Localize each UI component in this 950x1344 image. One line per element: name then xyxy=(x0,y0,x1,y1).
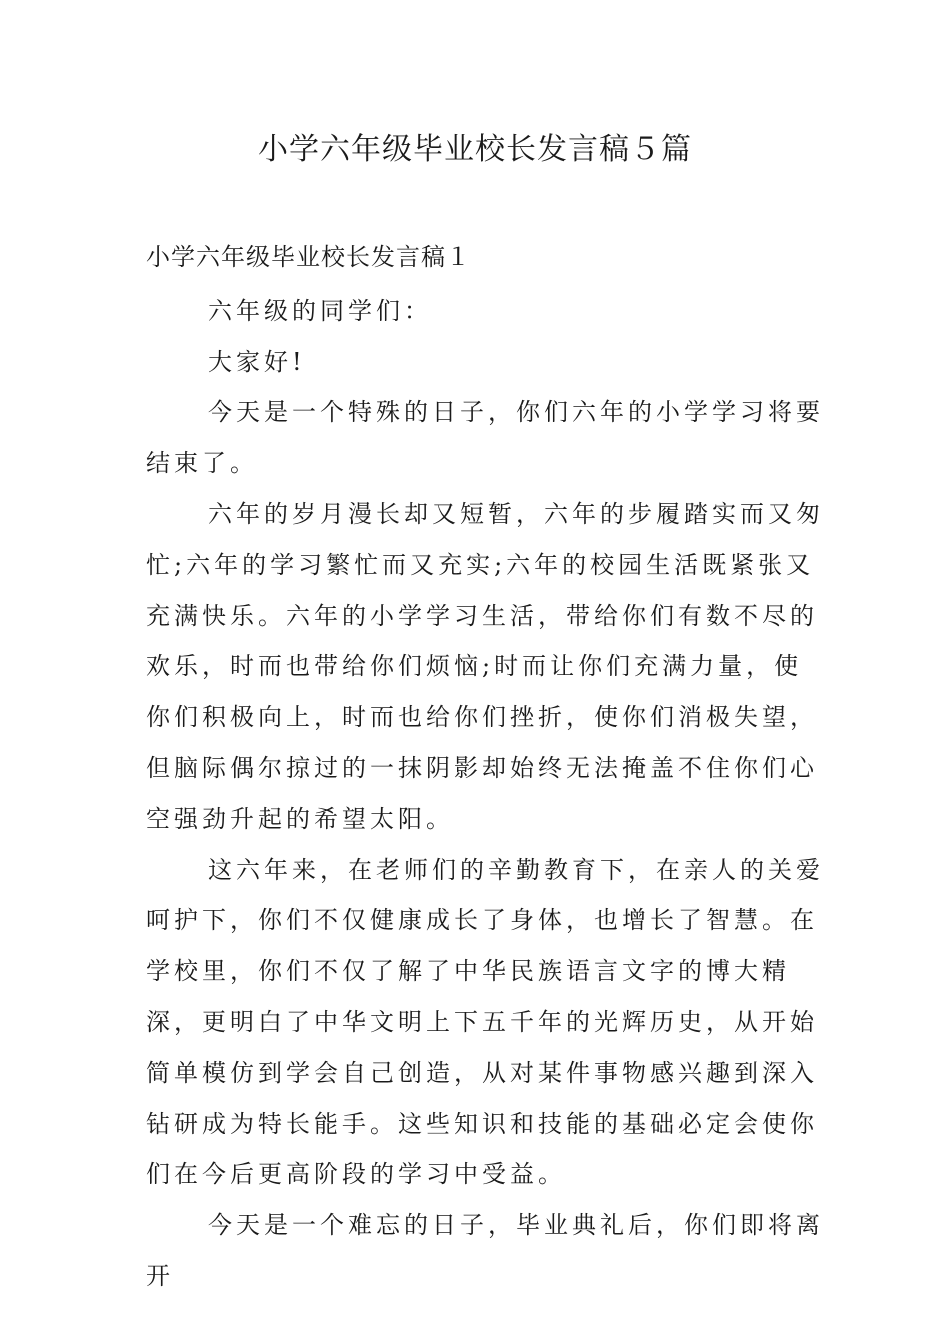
paragraph: 六年的岁月漫长却又短暂，六年的步履踏实而又匆忙;六年的学习繁忙而又充实;六年的校园生活既紧张又充满快乐。六年的小学学习生活，带给你们有数不尽的欢乐，时而也带给你们烦恼;时而让你们充满力量，使你们积极向上，时而也给你们挫折，使你们消极失望，但脑际偶尔掠过的一抹阴影却始终无法掩盖不住你们心空强劲升起的希望太阳。 xyxy=(146,499,824,833)
paragraph: 今天是一个特殊的日子，你们六年的小学学习将要结束了。 xyxy=(146,398,824,478)
paragraph: 这六年来，在老师们的辛勤教育下，在亲人的关爱呵护下，你们不仅健康成长了身体，也增长了智慧。在学校里，你们不仅了解了中华民族语言文字的博大精深，更明白了中华文明上下五千年的光辉历史，从开始简单模仿到学会自己创造，从对某件事物感兴趣到深入钻研成为特长能手。这些知识和技能的基础必定会使你们在今后更高阶段的学习中受益。 xyxy=(146,855,824,1189)
paragraph: 今天是一个难忘的日子，毕业典礼后，你们即将离开 xyxy=(146,1211,824,1290)
paragraph-greeting: 大家好! xyxy=(208,347,306,376)
paragraph-salutation: 六年级的同学们： xyxy=(208,296,432,325)
document-body xyxy=(146,232,826,1302)
document-title: 小学六年级毕业校长发言稿５篇 xyxy=(258,132,692,167)
section-heading: 小学六年级毕业校长发言稿１ xyxy=(146,243,471,271)
